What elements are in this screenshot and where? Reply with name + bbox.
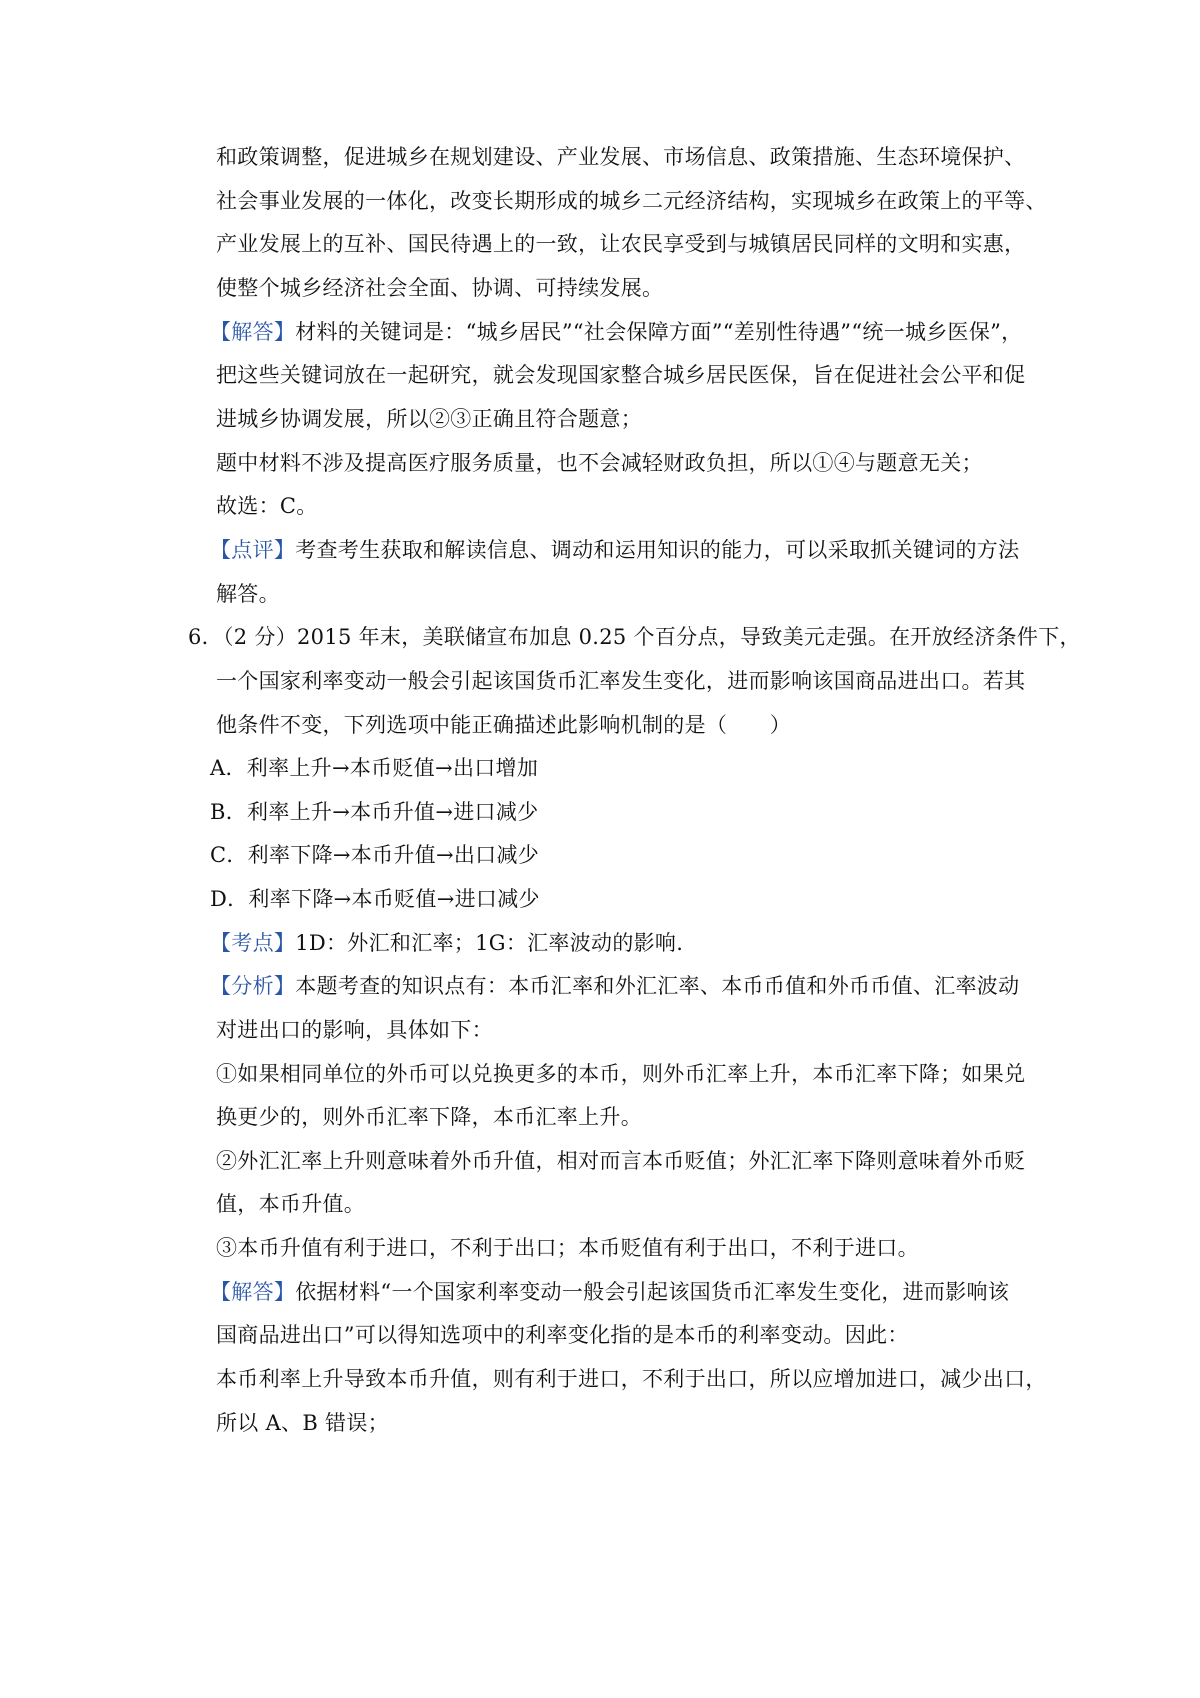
jieda-line: 国商品进出口”可以得知选项中的利率变化指的是本币的利率变动。因此： <box>216 1323 909 1347</box>
analysis-line: 社会事业发展的一体化，改变长期形成的城乡二元经济结构，实现城乡在政策上的平等、 <box>216 189 1047 213</box>
answer-line: 故选：C。 <box>216 494 318 518</box>
fenxi-paragraph <box>210 972 1019 1000</box>
comment-line: 解答。 <box>216 582 280 606</box>
answer-line: 把这些关键词放在一起研究，就会发现国家整合城乡居民医保，旨在促进社会公平和促 <box>216 363 1026 387</box>
comment-tag: 【点评】 <box>210 538 296 562</box>
jieda-text: 依据材料“一个国家利率变动一般会引起该国货币汇率发生变化，进而影响该 <box>295 1280 1010 1304</box>
answer-tag: 【解答】 <box>210 320 296 344</box>
answer-line: 进城乡协调发展，所以②③正确且符合题意； <box>216 407 642 431</box>
kaodian-text: 1D：外汇和汇率；1G：汇率波动的影响. <box>295 931 684 955</box>
jieda-line: 本币利率上升导致本币升值，则有利于进口，不利于出口，所以应增加进口，减少出口， <box>216 1367 1047 1391</box>
option-b: B．利率上升→本币升值→进口减少 <box>210 800 539 824</box>
fenxi-text: 本题考查的知识点有：本币汇率和外汇汇率、本币币值和外币币值、汇率波动 <box>295 974 1020 998</box>
fenxi-line: 值，本币升值。 <box>216 1192 366 1216</box>
fenxi-line: 换更少的，则外币汇率下降，本币汇率上升。 <box>216 1105 642 1129</box>
question-stem: 他条件不变，下列选项中能正确描述此影响机制的是（ ） <box>216 713 792 737</box>
comment-paragraph <box>210 536 1019 564</box>
fenxi-line: ①如果相同单位的外币可以兑换更多的本币，则外币汇率上升，本币汇率下降；如果兑 <box>216 1062 1026 1086</box>
jieda-line: 所以 A、B 错误； <box>216 1411 389 1435</box>
option-c: C．利率下降→本币升值→出口减少 <box>210 843 540 867</box>
jieda-paragraph <box>210 1278 1009 1306</box>
question-stem: 6．（2 分）2015 年末，美联储宣布加息 0.25 个百分点，导致美元走强。在开放经济条件下， <box>188 625 1081 649</box>
answer-paragraph <box>210 318 1023 346</box>
comment-text: 考查考生获取和解读信息、调动和运用知识的能力，可以采取抓关键词的方法 <box>295 538 1020 562</box>
option-a: A．利率上升→本币贬值→出口增加 <box>210 756 539 780</box>
kaodian-paragraph <box>210 929 683 957</box>
analysis-line: 和政策调整，促进城乡在规划建设、产业发展、市场信息、政策措施、生态环境保护、 <box>216 145 1026 169</box>
fenxi-line: 对进出口的影响，具体如下： <box>216 1018 493 1042</box>
fenxi-tag: 【分析】 <box>210 974 296 998</box>
analysis-line: 产业发展上的互补、国民待遇上的一致，让农民享受到与城镇居民同样的文明和实惠， <box>216 232 1026 256</box>
jieda-tag: 【解答】 <box>210 1280 296 1304</box>
answer-line: 题中材料不涉及提高医疗服务质量，也不会减轻财政负担，所以①④与题意无关； <box>216 451 983 475</box>
answer-text: 材料的关键词是：“城乡居民”“社会保障方面”“差别性待遇”“统一城乡医保”， <box>295 320 1023 344</box>
fenxi-line: ③本币升值有利于进口，不利于出口；本币贬值有利于出口，不利于进口。 <box>216 1236 919 1260</box>
kaodian-tag: 【考点】 <box>210 931 296 955</box>
question-stem: 一个国家利率变动一般会引起该国货币汇率发生变化，进而影响该国商品进出口。若其 <box>216 669 1026 693</box>
option-d: D．利率下降→本币贬值→进口减少 <box>210 887 540 911</box>
analysis-line: 使整个城乡经济社会全面、协调、可持续发展。 <box>216 276 664 300</box>
fenxi-line: ②外汇汇率上升则意味着外币升值，相对而言本币贬值；外汇汇率下降则意味着外币贬 <box>216 1149 1026 1173</box>
